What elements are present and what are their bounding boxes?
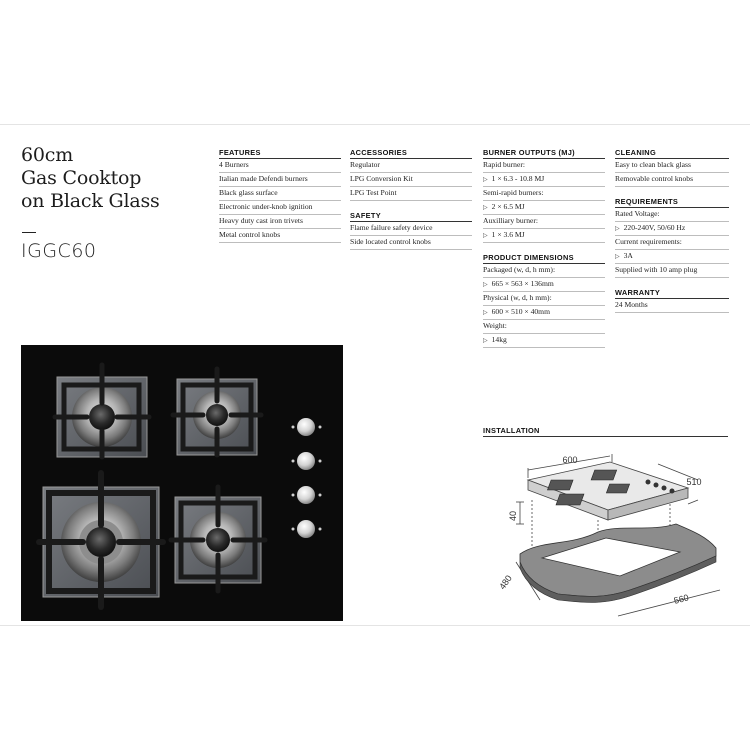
- weight-value: ▷ 14kg: [483, 334, 605, 348]
- cleaning-section: [615, 148, 729, 187]
- current-value: ▷ 3A: [615, 250, 729, 264]
- rapid-burner-value: ▷ 1 × 6.3 - 10.8 MJ: [483, 173, 605, 187]
- cleaning-item: Removable control knobs: [615, 173, 729, 187]
- burner-bottom-right: [171, 487, 265, 591]
- burner-bottom-left: [39, 473, 163, 607]
- dim-cutout-depth: 480: [497, 573, 514, 592]
- plug-note: Supplied with 10 amp plug: [615, 264, 729, 278]
- voltage-value: ▷ 220-240V, 50/60 Hz: [615, 222, 729, 236]
- current-label: Current requirements:: [615, 236, 729, 250]
- accessories-heading: ACCESSORIES: [350, 148, 472, 159]
- product-dimensions-heading: PRODUCT DIMENSIONS: [483, 253, 605, 264]
- cutout-outline: [520, 524, 716, 606]
- title-dash: [22, 232, 36, 233]
- care-column: [615, 148, 729, 323]
- requirements-heading: REQUIREMENTS: [615, 197, 729, 208]
- feature-item: Black glass surface: [219, 187, 341, 201]
- dim-depth: 510: [686, 477, 702, 487]
- burner-outputs-section: [483, 148, 605, 243]
- semi-rapid-value: ▷ 2 × 6.5 MJ: [483, 201, 605, 215]
- dim-height: 40: [508, 510, 518, 522]
- features-column: [219, 148, 341, 253]
- product-dimensions-section: [483, 253, 605, 348]
- physical-label: Physical (w, d, h mm):: [483, 292, 605, 306]
- cleaning-item: Easy to clean black glass: [615, 159, 729, 173]
- features-heading: FEATURES: [219, 148, 341, 159]
- weight-label: Weight:: [483, 320, 605, 334]
- semi-rapid-label: Semi-rapid burners:: [483, 187, 605, 201]
- installation-heading: INSTALLATION: [483, 426, 728, 437]
- feature-item: Heavy duty cast iron trivets: [219, 215, 341, 229]
- top-divider: [0, 124, 750, 125]
- rapid-burner-label: Rapid burner:: [483, 159, 605, 173]
- feature-item: Metal control knobs: [219, 229, 341, 243]
- outputs-column: [483, 148, 605, 358]
- bottom-divider: [0, 625, 750, 626]
- cooktop-photo: [21, 345, 343, 621]
- title-line-3: on Black Glass: [21, 190, 160, 212]
- burner-top-left: [55, 365, 149, 457]
- product-title: [21, 144, 160, 213]
- feature-item: Italian made Defendi burners: [219, 173, 341, 187]
- features-section: [219, 148, 341, 243]
- title-line-2: Gas Cooktop: [21, 167, 142, 189]
- title-line-1: 60cm: [21, 144, 74, 166]
- model-number: IGGC60: [21, 240, 97, 262]
- warranty-value: 24 Months: [615, 299, 729, 313]
- feature-item: 4 Burners: [219, 159, 341, 173]
- packaged-label: Packaged (w, d, h mm):: [483, 264, 605, 278]
- safety-heading: SAFETY: [350, 211, 472, 222]
- aux-burner-value: ▷ 1 × 3.6 MJ: [483, 229, 605, 243]
- burner-outputs-heading: BURNER OUTPUTS (MJ): [483, 148, 605, 159]
- installation-diagram: [480, 450, 730, 620]
- feature-item: Electronic under-knob ignition: [219, 201, 341, 215]
- accessories-section: [350, 148, 472, 201]
- voltage-label: Rated Voltage:: [615, 208, 729, 222]
- burner-top-right: [173, 369, 261, 455]
- cleaning-heading: CLEANING: [615, 148, 729, 159]
- packaged-value: ▷ 665 × 563 × 136mm: [483, 278, 605, 292]
- dim-cutout-width: 560: [672, 592, 690, 606]
- safety-item: Side located control knobs: [350, 236, 472, 250]
- accessory-item: LPG Test Point: [350, 187, 472, 201]
- requirements-section: [615, 197, 729, 278]
- aux-burner-label: Auxilliary burner:: [483, 215, 605, 229]
- accessory-item: Regulator: [350, 159, 472, 173]
- accessories-column: [350, 148, 472, 260]
- installation-section: [483, 426, 728, 437]
- warranty-section: [615, 288, 729, 313]
- warranty-heading: WARRANTY: [615, 288, 729, 299]
- accessory-item: LPG Conversion Kit: [350, 173, 472, 187]
- dim-width: 600: [562, 455, 578, 465]
- physical-value: ▷ 600 × 510 × 40mm: [483, 306, 605, 320]
- safety-item: Flame failure safety device: [350, 222, 472, 236]
- safety-section: [350, 211, 472, 250]
- cooktop-outline: [528, 462, 688, 520]
